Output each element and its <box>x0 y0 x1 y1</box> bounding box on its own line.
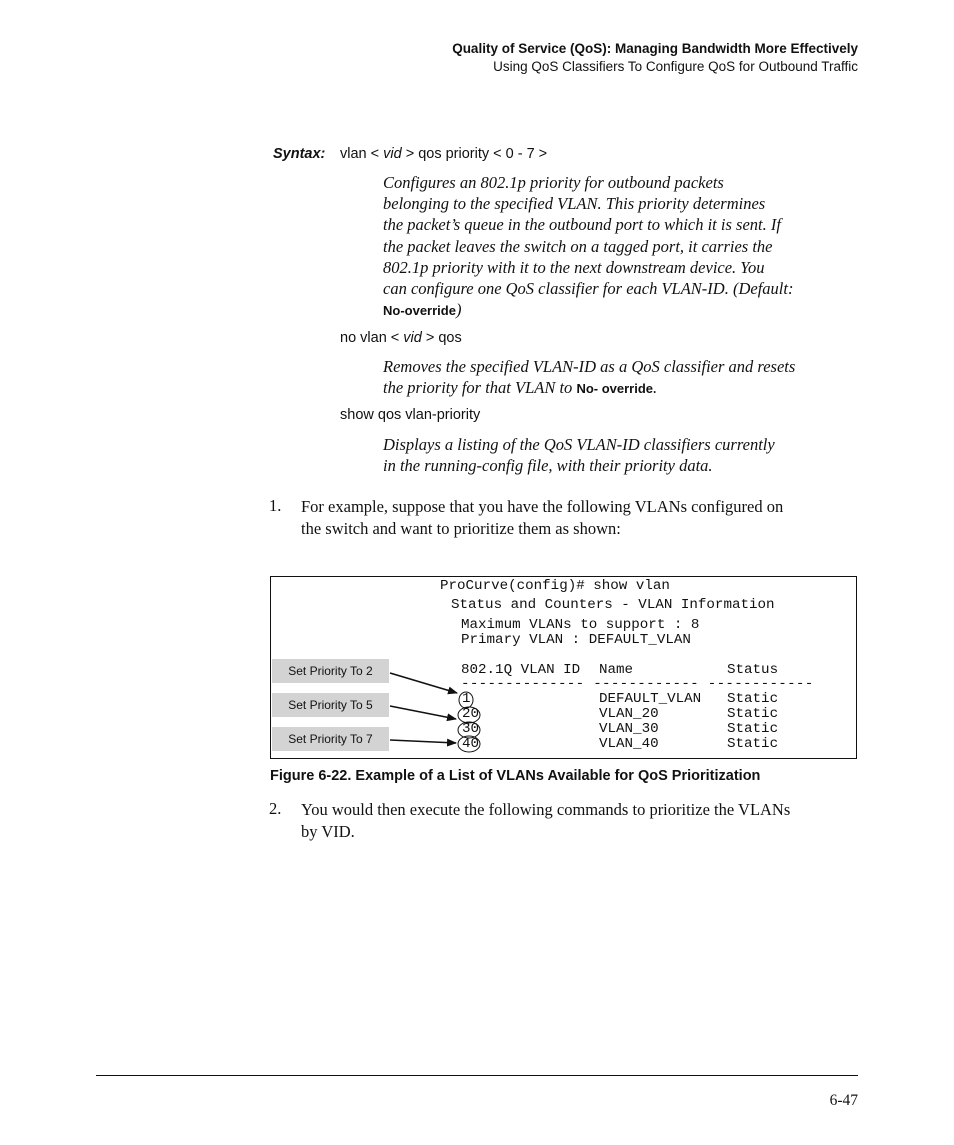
command-variable: vid <box>403 330 422 346</box>
description-line: Displays a listing of the QoS VLAN-ID classifiers currently <box>383 435 775 454</box>
chapter-title: Quality of Service (QoS): Managing Bandwidth More Effectively <box>452 41 858 56</box>
command-text: no vlan < <box>340 330 404 346</box>
vlan-id-cell: 1 <box>462 691 471 707</box>
default-keyword: No-override <box>383 303 456 319</box>
terminal-separator: -------------- ------------ ------------ <box>461 676 814 692</box>
description-line: the packet leaves the switch on a tagged port, it carries the <box>383 236 773 256</box>
command-text: > qos priority < 0 - 7 > <box>401 146 548 162</box>
description-line: in the running-config file, with their priority data. <box>383 456 713 476</box>
command-text: vlan < <box>340 146 384 162</box>
arrow-to-vlan-20 <box>390 706 456 719</box>
step-number: 1. <box>269 496 282 515</box>
description-line: Removes the specified VLAN-ID as a QoS classifier and resets <box>383 357 796 376</box>
terminal-heading: Status and Counters - VLAN Information <box>451 597 775 613</box>
vlan-status-cell: Static <box>727 691 779 707</box>
description-line: belonging to the specified VLAN. This priority determines <box>383 194 766 214</box>
callout-priority-5: Set Priority To 5 <box>272 693 389 717</box>
description-text: ) <box>455 300 462 320</box>
vlan-status-cell: Static <box>727 706 779 722</box>
vlan-id-ellipse <box>458 707 480 723</box>
command-variable: vid <box>383 146 402 162</box>
callout-priority-7: Set Priority To 7 <box>272 727 389 751</box>
column-header-vlan-id: 802.1Q VLAN ID <box>461 662 581 678</box>
vlan-status-cell: Static <box>727 736 779 752</box>
vlan-name-cell: VLAN_30 <box>599 721 659 737</box>
section-title: Using QoS Classifiers To Configure QoS for Outbound Traffic <box>493 59 858 74</box>
footer-rule <box>96 1075 858 1076</box>
column-header-status: Status <box>727 662 779 678</box>
arrow-to-vlan-1 <box>390 673 457 693</box>
default-keyword: No- override <box>576 381 654 397</box>
figure-caption: Figure 6-22. Example of a List of VLANs Available for QoS Prioritization <box>270 768 761 784</box>
vlan-name-cell: DEFAULT_VLAN <box>599 691 702 707</box>
step-line: For example, suppose that you have the following VLANs configured on <box>301 497 784 516</box>
vlan-id-cell: 40 <box>462 736 480 752</box>
terminal-max-vlans: Maximum VLANs to support : 8 <box>461 617 700 633</box>
arrow-to-vlan-40 <box>390 740 456 743</box>
description-text: the priority for that VLAN to <box>383 378 577 398</box>
syntax-label: Syntax: <box>273 146 326 162</box>
page-number: 6-47 <box>829 1092 858 1109</box>
syntax-command-show-qos-vlan-priority: show qos vlan-priority <box>340 407 481 423</box>
vlan-name-cell: VLAN_20 <box>599 706 659 722</box>
vlan-status-cell: Static <box>727 721 779 737</box>
terminal-prompt: ProCurve(config)# show vlan <box>440 578 670 594</box>
vlan-id-ellipse <box>459 692 473 708</box>
step-line: by VID. <box>301 821 355 841</box>
step-text <box>301 799 861 842</box>
command-text: > qos <box>421 330 462 346</box>
description-line: the packet’s queue in the outbound port to which it is sent. If <box>383 215 781 235</box>
description-line: Configures an 802.1p priority for outbound packets <box>383 173 724 192</box>
step-line: the switch and want to prioritize them as shown: <box>301 518 621 538</box>
terminal-primary-vlan: Primary VLAN : DEFAULT_VLAN <box>461 632 691 648</box>
step-number: 2. <box>269 799 282 818</box>
vlan-id-cell: 30 <box>462 721 480 737</box>
step-line: You would then execute the following commands to prioritize the VLANs <box>301 800 791 819</box>
vlan-name-cell: VLAN_40 <box>599 736 659 752</box>
callout-priority-2: Set Priority To 2 <box>272 659 389 683</box>
description-text: . <box>653 378 658 398</box>
vlan-id-cell: 20 <box>462 706 480 722</box>
column-header-name: Name <box>599 662 634 678</box>
description-line: can configure one QoS classifier for each VLAN-ID. (Default: <box>383 279 794 299</box>
description-line: 802.1p priority with it to the next downstream device. You <box>383 257 765 277</box>
